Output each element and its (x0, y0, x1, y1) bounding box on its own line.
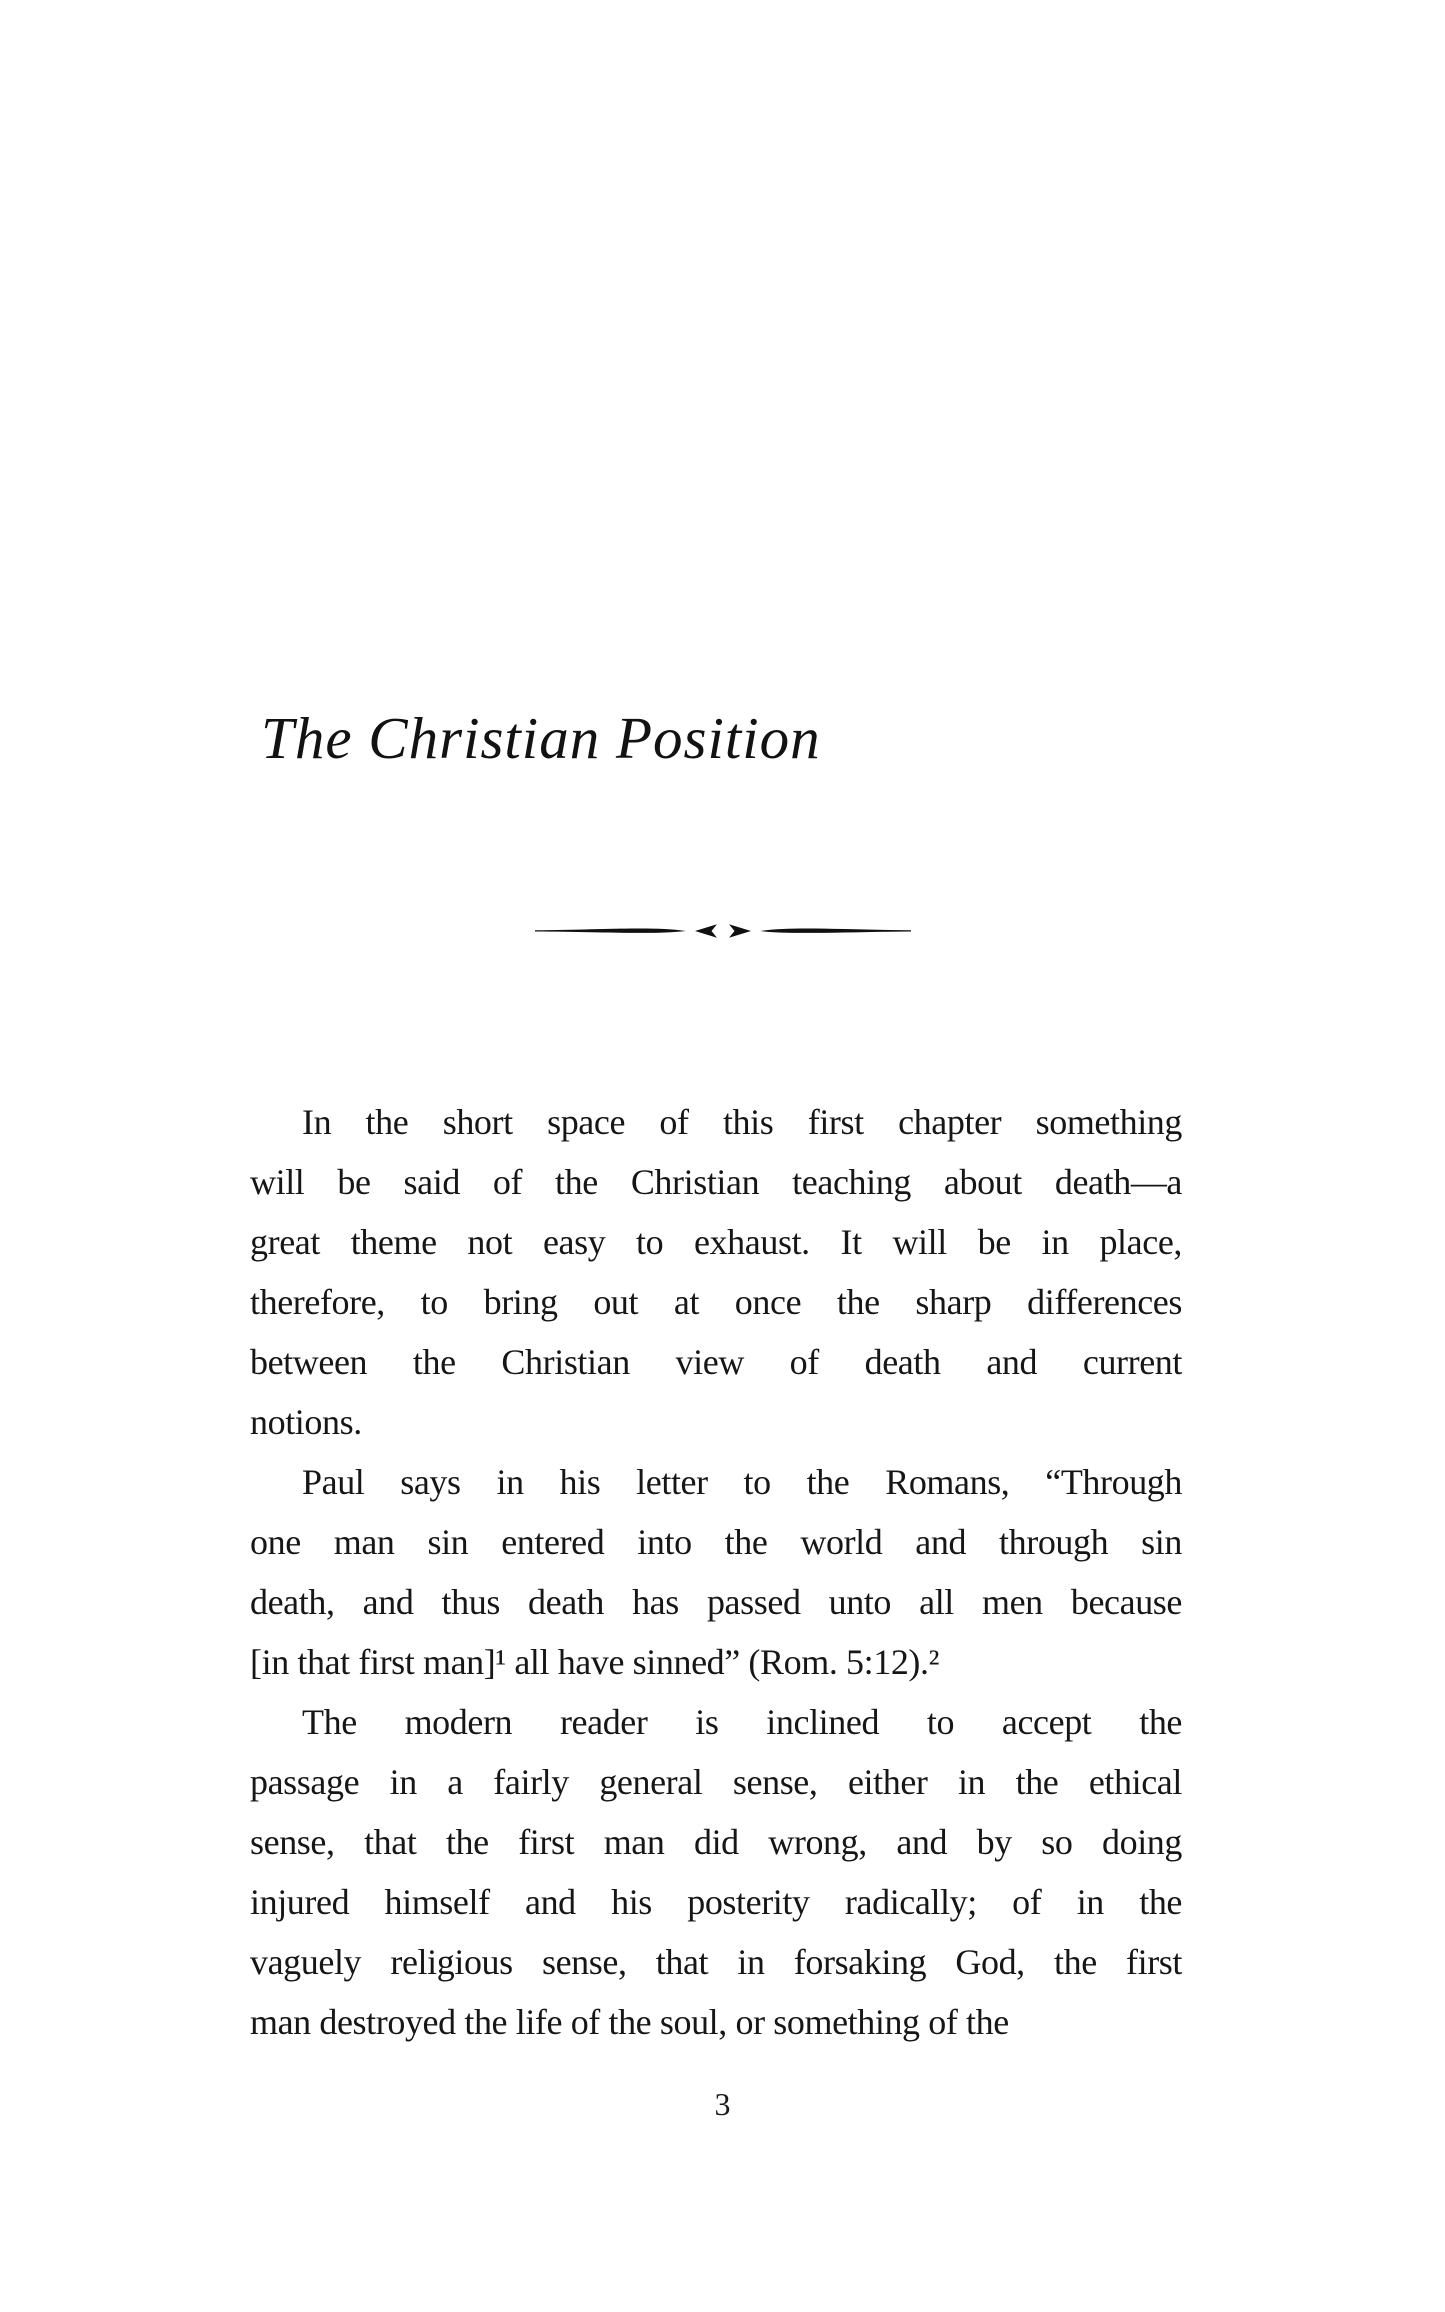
text-line: In the short space of this first chapter something (302, 1102, 1182, 1142)
text-line: notions. (250, 1402, 362, 1442)
text-line: great theme not easy to exhaust. It will be in place, (250, 1222, 1182, 1262)
text-line: vaguely religious sense, that in forsaking God, the first (250, 1942, 1182, 1982)
text-line: between the Christian view of death and current (250, 1342, 1182, 1382)
text-line: Paul says in his letter to the Romans, “Through (302, 1462, 1182, 1502)
text-line: one man sin entered into the world and through sin (250, 1522, 1182, 1562)
text-line: [in that first man]¹ all have sinned” (Rom. 5:12).² (250, 1642, 940, 1682)
page-number: 3 (714, 2086, 731, 2122)
section-divider (0, 921, 1445, 941)
text-line: The modern reader is inclined to accept the (302, 1702, 1182, 1742)
arrow-spindle-divider-icon (535, 921, 911, 938)
text-line: passage in a fairly general sense, either in the ethical (250, 1762, 1182, 1802)
text-line: man destroyed the life of the soul, or something of the (250, 2002, 1009, 2042)
text-line: sense, that the first man did wrong, and by so doing (250, 1822, 1182, 1862)
text-line: therefore, to bring out at once the sharp differences (250, 1282, 1182, 1322)
text-line: injured himself and his posterity radically; of in the (250, 1882, 1182, 1922)
body-text (250, 1092, 1182, 2052)
text-line: death, and thus death has passed unto all men because (250, 1582, 1182, 1622)
text-line: will be said of the Christian teaching about death—a (250, 1162, 1182, 1202)
chapter-title: The Christian Position (261, 705, 821, 771)
